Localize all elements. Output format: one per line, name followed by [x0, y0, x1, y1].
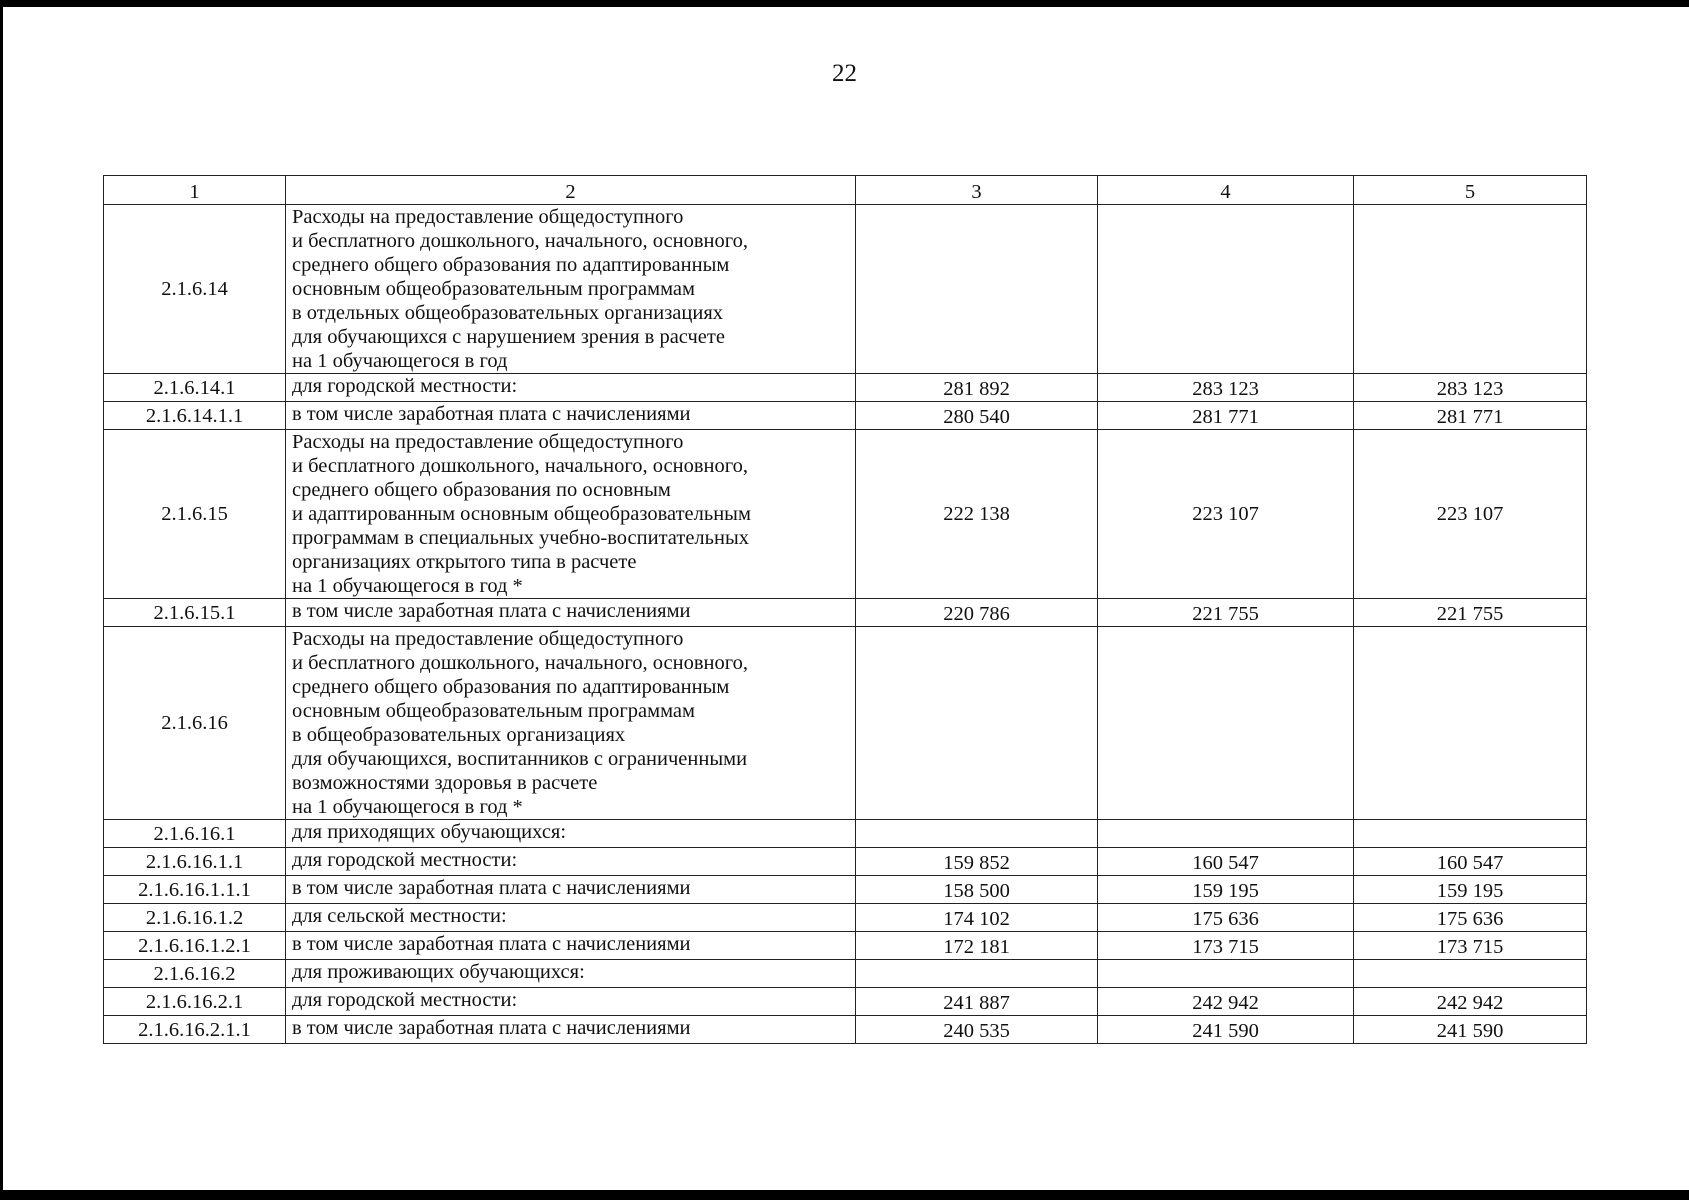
- column-header: 2: [286, 176, 856, 205]
- row-value-col3: 241 887: [856, 988, 1098, 1016]
- row-code: 2.1.6.15.1: [104, 599, 286, 627]
- row-code: 2.1.6.16.2.1.1: [104, 1016, 286, 1044]
- row-description: Расходы на предоставление общедоступного и бесплатного дошкольного, начального, основного, среднего общего образования по адаптированным основным общеобразовательным программам в отдельных общеобразовательных организациях для обучающихся с нарушением зрения в расчете на 1 обучающегося в год: [286, 205, 856, 374]
- row-value-col4: 173 715: [1098, 932, 1354, 960]
- row-description: для городской местности:: [286, 848, 856, 876]
- row-value-col5: [1354, 960, 1587, 988]
- row-code: 2.1.6.15: [104, 430, 286, 599]
- row-value-col3: 222 138: [856, 430, 1098, 599]
- row-description: в том числе заработная плата с начислениями: [286, 876, 856, 904]
- row-description: в том числе заработная плата с начислениями: [286, 1016, 856, 1044]
- row-code: 2.1.6.16.2.1: [104, 988, 286, 1016]
- row-code: 2.1.6.16.1: [104, 820, 286, 848]
- row-value-col4: 241 590: [1098, 1016, 1354, 1044]
- table-row: [104, 205, 1587, 374]
- row-value-col5: 159 195: [1354, 876, 1587, 904]
- row-value-col3: 280 540: [856, 402, 1098, 430]
- row-value-col5: 173 715: [1354, 932, 1587, 960]
- row-value-col5: 281 771: [1354, 402, 1587, 430]
- row-code: 2.1.6.16.2: [104, 960, 286, 988]
- row-value-col4: [1098, 205, 1354, 374]
- row-value-col3: [856, 205, 1098, 374]
- row-value-col3: [856, 627, 1098, 820]
- row-value-col4: 283 123: [1098, 374, 1354, 402]
- row-description: для городской местности:: [286, 988, 856, 1016]
- row-code: 2.1.6.16.1.1: [104, 848, 286, 876]
- column-header: 4: [1098, 176, 1354, 205]
- page-number: 22: [832, 60, 857, 87]
- table-row: [104, 820, 1587, 848]
- table-row: [104, 374, 1587, 402]
- row-description: Расходы на предоставление общедоступного и бесплатного дошкольного, начального, основного, среднего общего образования по адаптированным основным общеобразовательным программам в общеобразовательных организациях для обучающихся, воспитанников с ограниченными возможностями здоровья в расчете на 1 обучающегося в год *: [286, 627, 856, 820]
- row-value-col4: 159 195: [1098, 876, 1354, 904]
- row-value-col4: 175 636: [1098, 904, 1354, 932]
- row-value-col3: [856, 820, 1098, 848]
- row-value-col4: [1098, 960, 1354, 988]
- row-value-col4: 281 771: [1098, 402, 1354, 430]
- scan-top-edge: [0, 0, 1689, 7]
- row-code: 2.1.6.16: [104, 627, 286, 820]
- table-row: [104, 988, 1587, 1016]
- row-description: для приходящих обучающихся:: [286, 820, 856, 848]
- row-code: 2.1.6.16.1.1.1: [104, 876, 286, 904]
- table-row: [104, 402, 1587, 430]
- row-value-col4: 221 755: [1098, 599, 1354, 627]
- row-value-col5: 242 942: [1354, 988, 1587, 1016]
- row-value-col5: [1354, 205, 1587, 374]
- row-value-col4: 242 942: [1098, 988, 1354, 1016]
- table-header-row: [104, 176, 1587, 205]
- table-row: [104, 876, 1587, 904]
- row-description: для сельской местности:: [286, 904, 856, 932]
- table-row: [104, 848, 1587, 876]
- column-header: 5: [1354, 176, 1587, 205]
- row-value-col5: 283 123: [1354, 374, 1587, 402]
- row-description: Расходы на предоставление общедоступного и бесплатного дошкольного, начального, основного, среднего общего образования по основным и адаптированным основным общеобразовательным программам в специальных учебно-воспитательных организациях открытого типа в расчете на 1 обучающегося в год *: [286, 430, 856, 599]
- row-value-col3: 240 535: [856, 1016, 1098, 1044]
- row-description: в том числе заработная плата с начислениями: [286, 932, 856, 960]
- row-value-col5: 223 107: [1354, 430, 1587, 599]
- row-value-col4: 223 107: [1098, 430, 1354, 599]
- row-description: в том числе заработная плата с начислениями: [286, 599, 856, 627]
- table-row: [104, 960, 1587, 988]
- scan-bottom-edge: [0, 1190, 1689, 1200]
- row-description: для проживающих обучающихся:: [286, 960, 856, 988]
- table-row: [104, 932, 1587, 960]
- row-code: 2.1.6.14.1.1: [104, 402, 286, 430]
- row-code: 2.1.6.14.1: [104, 374, 286, 402]
- table-row: [104, 1016, 1587, 1044]
- row-value-col3: 158 500: [856, 876, 1098, 904]
- row-value-col5: [1354, 627, 1587, 820]
- row-value-col4: [1098, 820, 1354, 848]
- row-value-col3: 172 181: [856, 932, 1098, 960]
- row-value-col5: 241 590: [1354, 1016, 1587, 1044]
- row-value-col3: 174 102: [856, 904, 1098, 932]
- table-row: [104, 599, 1587, 627]
- table-row: [104, 627, 1587, 820]
- row-value-col3: 220 786: [856, 599, 1098, 627]
- row-code: 2.1.6.14: [104, 205, 286, 374]
- row-value-col4: [1098, 627, 1354, 820]
- row-value-col5: [1354, 820, 1587, 848]
- column-header: 1: [104, 176, 286, 205]
- row-value-col3: 159 852: [856, 848, 1098, 876]
- table-row: [104, 904, 1587, 932]
- row-description: в том числе заработная плата с начислениями: [286, 402, 856, 430]
- row-value-col5: 175 636: [1354, 904, 1587, 932]
- row-value-col5: 221 755: [1354, 599, 1587, 627]
- row-value-col3: [856, 960, 1098, 988]
- row-description: для городской местности:: [286, 374, 856, 402]
- row-code: 2.1.6.16.1.2.1: [104, 932, 286, 960]
- expense-table: [103, 175, 1587, 1044]
- table-row: [104, 430, 1587, 599]
- row-code: 2.1.6.16.1.2: [104, 904, 286, 932]
- scan-left-edge: [0, 0, 3, 1200]
- row-value-col5: 160 547: [1354, 848, 1587, 876]
- row-value-col3: 281 892: [856, 374, 1098, 402]
- column-header: 3: [856, 176, 1098, 205]
- row-value-col4: 160 547: [1098, 848, 1354, 876]
